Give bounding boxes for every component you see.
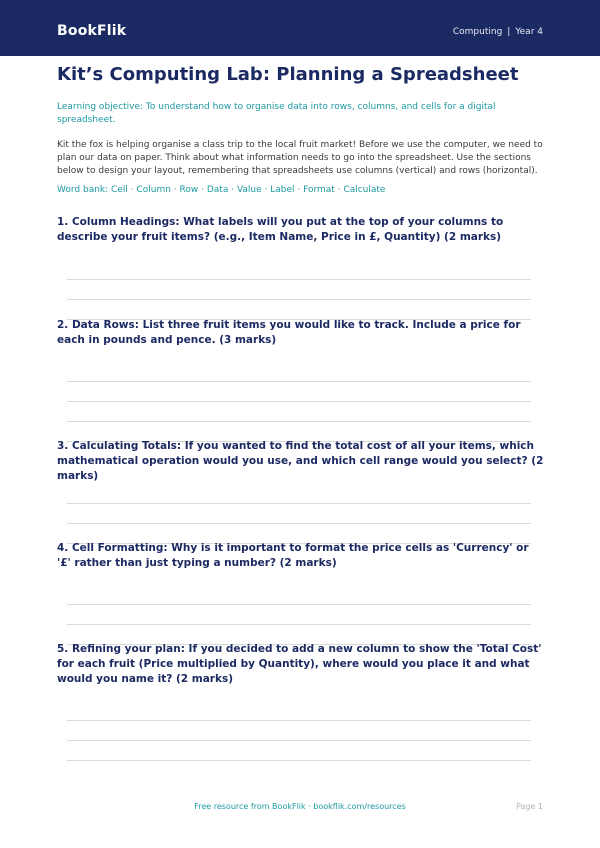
answer-line[interactable] — [67, 740, 531, 741]
word-bank-words — [111, 185, 385, 195]
question-4: 4. Cell Formatting: Why is it important to format the price cells as 'Currency' or '£' rather than just typing a number? (2 marks) — [57, 542, 529, 569]
answer-line[interactable] — [67, 421, 531, 422]
intro-paragraph: Kit the fox is helping organise a class trip to the local fruit market! Before we use the computer, we need to plan our data on paper. Think about what information needs to go into the spreadsheet. Use the sections below to design your layout, remembering that spreadsheets use columns (vertical) and rows (horizontal). — [57, 140, 543, 176]
question-3: 3. Calculating Totals: If you wanted to find the total cost of all your items, which mathematical operation would you use, and which cell range would you select? (2 marks) — [57, 440, 544, 482]
word-bank-item: Label — [270, 185, 295, 195]
footer-credit: Free resource from BookFlik · bookflik.com/resources — [194, 802, 406, 811]
word-bank-item: Column — [136, 185, 171, 195]
word-bank-label: Word bank: — [57, 185, 109, 195]
word-bank-separator: · — [334, 185, 344, 195]
subject-year-label — [453, 27, 543, 37]
answer-line[interactable] — [67, 604, 531, 605]
word-bank-separator: · — [261, 185, 271, 195]
answer-line[interactable] — [67, 381, 531, 382]
word-bank-item: Value — [236, 185, 262, 195]
answer-line[interactable] — [67, 624, 531, 625]
question-5: 5. Refining your plan: If you decided to add a new column to show the 'Total Cost' for each fruit (Price multiplied by Quantity), where would you place it and what would you name it? (2 marks) — [57, 643, 542, 685]
page-header — [0, 0, 600, 56]
word-bank — [57, 185, 385, 195]
learning-objective: Learning objective: To understand how to organise data into rows, columns, and cells for a digital spreadsheet. — [57, 102, 496, 125]
word-bank-item: Calculate — [343, 185, 386, 195]
word-bank-separator: · — [294, 185, 304, 195]
question-2: 2. Data Rows: List three fruit items you would like to track. Include a price for each in pounds and pence. (3 marks) — [57, 319, 521, 346]
brand-logo: BookFlik — [57, 23, 127, 39]
word-bank-separator: · — [228, 185, 237, 195]
answer-line[interactable] — [67, 523, 531, 524]
subject-label: Computing — [452, 27, 503, 37]
answer-line[interactable] — [67, 279, 531, 280]
page-title: Kit’s Computing Lab: Planning a Spreadsheet — [57, 64, 519, 85]
word-bank-item: Cell — [111, 185, 128, 195]
answer-line[interactable] — [67, 760, 531, 761]
word-bank-item: Row — [179, 185, 199, 195]
word-bank-separator: · — [170, 185, 180, 195]
subject-separator: | — [507, 27, 511, 37]
page-number: Page 1 — [516, 802, 543, 811]
answer-line[interactable] — [67, 720, 531, 721]
question-1: 1. Column Headings: What labels will you put at the top of your columns to describe your fruit items? (e.g., Item Name, Price in £, Quantity) (2 marks) — [57, 216, 504, 243]
word-bank-item: Format — [303, 185, 335, 195]
year-label: Year 4 — [515, 27, 543, 37]
answer-line[interactable] — [67, 299, 531, 300]
answer-line[interactable] — [67, 401, 531, 402]
answer-line[interactable] — [67, 503, 531, 504]
word-bank-separator: · — [198, 185, 207, 195]
word-bank-item: Data — [206, 185, 229, 195]
word-bank-separator: · — [127, 185, 137, 195]
